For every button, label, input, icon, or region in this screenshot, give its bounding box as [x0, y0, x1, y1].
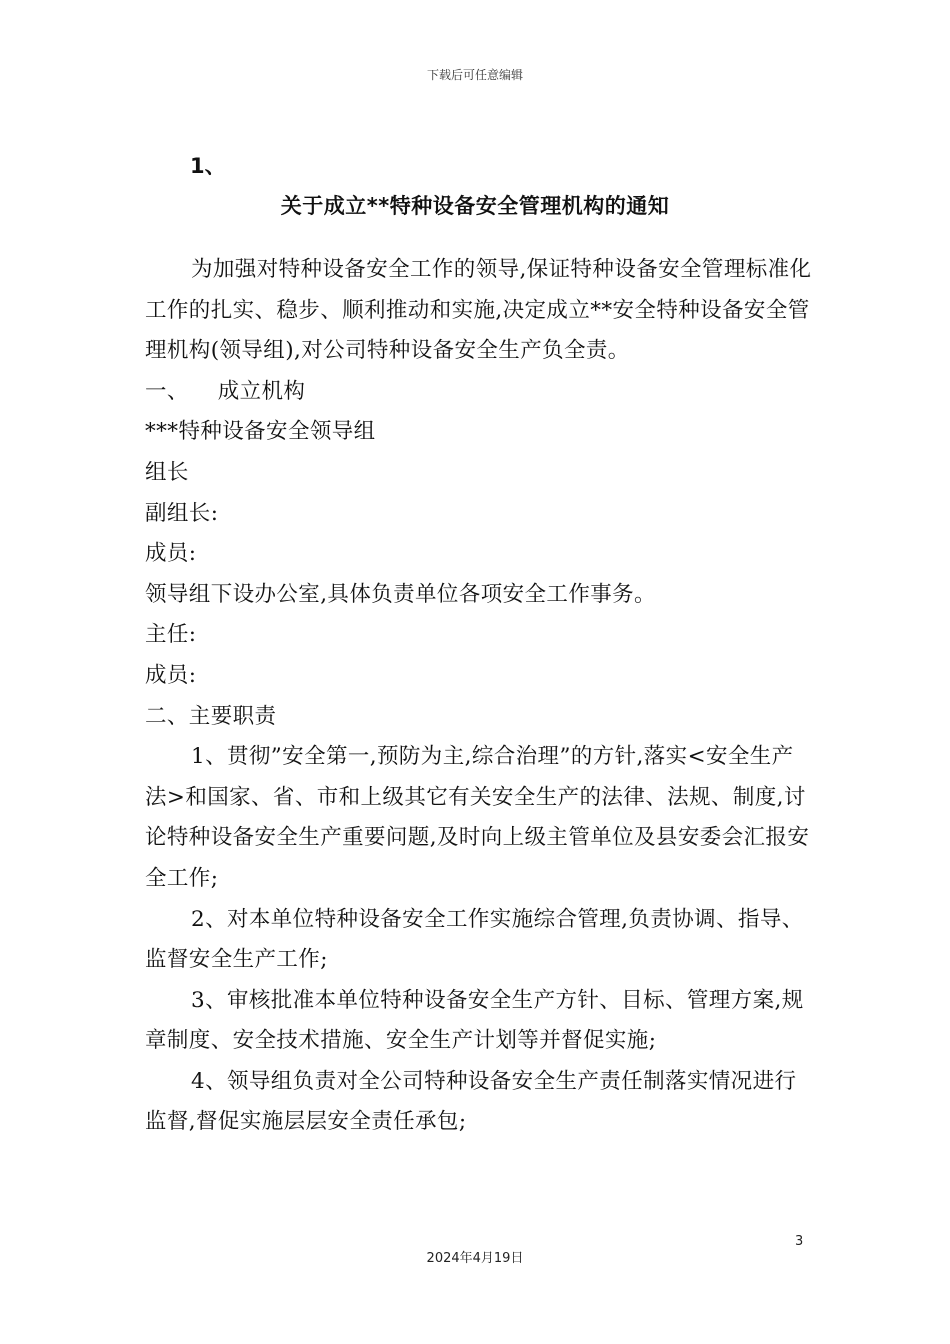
- office-members-line: 成员:: [145, 662, 197, 688]
- intro-paragraph: 为加强对特种设备安全工作的领导,保证特种设备安全管理标准化工作的扎实、稳步、顺利推动和实施,决定成立**安全特种设备安全管理机构(领导组),对公司特种设备安全生产负全责。: [145, 257, 812, 364]
- leader-line: 组长: [145, 459, 189, 485]
- director-line: 主任:: [145, 622, 197, 648]
- footer-date: 2024年4月19日: [426, 1251, 524, 1266]
- document-title: 关于成立**特种设备安全管理机构的通知: [280, 194, 670, 218]
- duty-item: 3、审核批准本单位特种设备安全生产方针、目标、管理方案,规章制度、安全技术措施、安全生产计划等并督促实施;: [145, 987, 804, 1054]
- document-number: 1、: [190, 154, 226, 178]
- office-note: 领导组下设办公室,具体负责单位各项安全工作事务。: [145, 581, 656, 607]
- page-number: 3: [795, 1234, 804, 1249]
- members-line: 成员:: [145, 541, 197, 567]
- header-note: 下载后可任意编辑: [426, 68, 523, 82]
- section-heading-2: 二、主要职责: [145, 703, 277, 729]
- document-body: [145, 250, 813, 1143]
- duty-item: 2、对本单位特种设备安全工作实施综合管理,负责协调、指导、监督安全生产工作;: [145, 906, 804, 973]
- group-name: ***特种设备安全领导组: [145, 419, 376, 445]
- duty-item: 1、贯彻”安全第一,预防为主,综合治理”的方针,落实<安全生产法>和国家、省、市和上级其它有关安全生产的法律、法规、制度,讨论特种设备安全生产重要问题,及时向上级主管单位及县安委会汇报安全工作;: [145, 744, 810, 891]
- deputy-leader-line: 副组长:: [145, 500, 219, 526]
- duty-item: 4、领导组负责对全公司特种设备安全生产责任制落实情况进行监督,督促实施层层安全责任承包;: [145, 1068, 797, 1135]
- section-heading-1: 一、 成立机构: [145, 378, 306, 404]
